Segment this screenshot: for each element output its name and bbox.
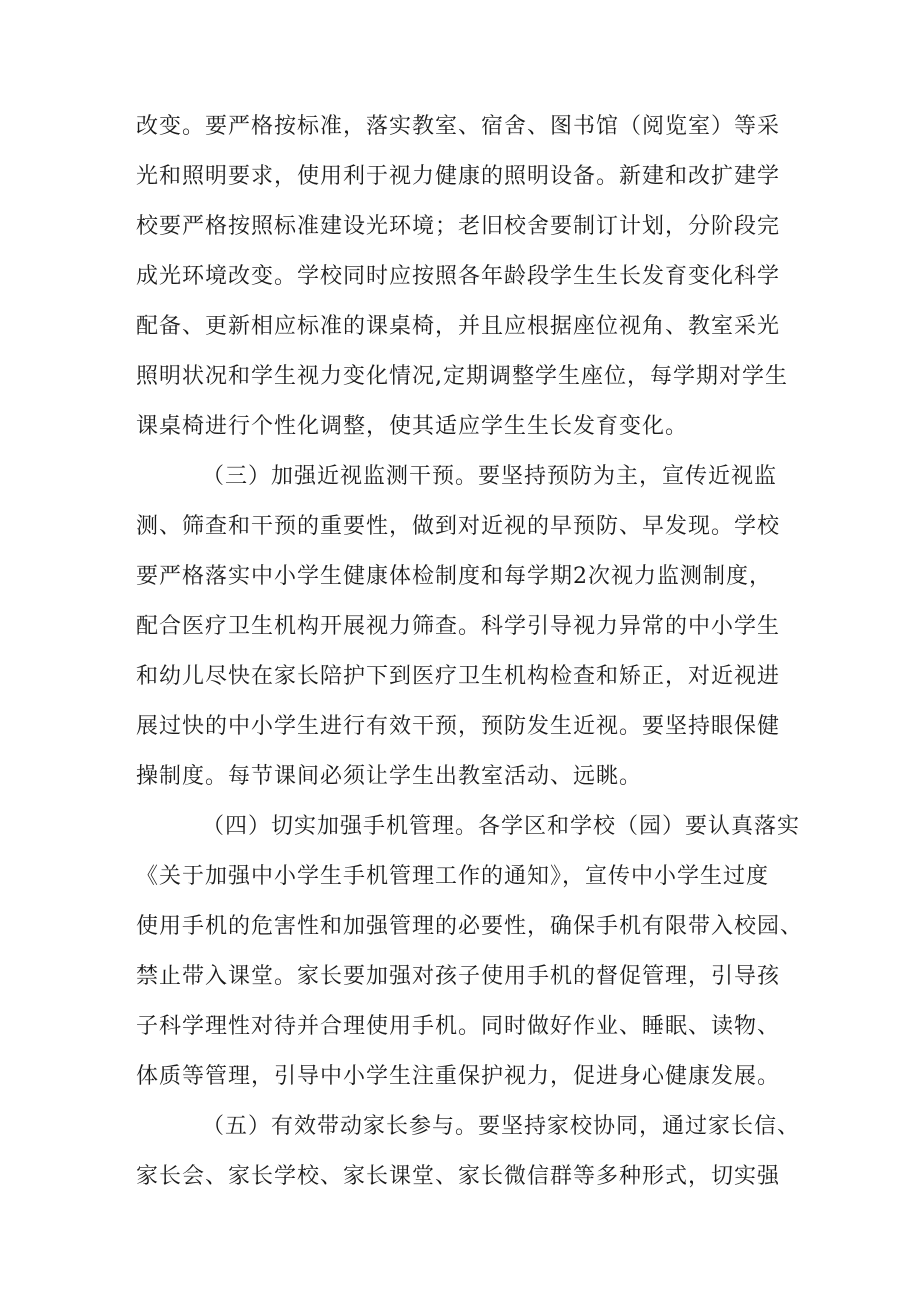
paragraph-line: 操制度。每节课间必须让学生出教室活动、远眺。: [136, 764, 643, 789]
paragraph-line: 体质等管理，引导中小学生注重保护视力，促进身心健康发展。: [136, 1064, 781, 1089]
paragraph-line: 展过快的中小学生进行有效干预，预防发生近视。要坚持眼保健: [136, 714, 781, 739]
paragraph-line: 课桌椅进行个性化调整，使其适应学生生长发育变化。: [136, 414, 689, 439]
paragraph-line: 校要严格按照标准建设光环境；老旧校舍要制订计划，分阶段完: [136, 214, 781, 239]
paragraph-line: 配备、更新相应标准的课桌椅，并且应根据座位视角、教室采光: [136, 314, 781, 339]
paragraph-line: 光和照明要求，使用利于视力健康的照明设备。新建和改扩建学: [136, 164, 781, 189]
section-heading-line: （五）有效带动家长参与。要坚持家校协同，通过家长信、: [202, 1114, 801, 1139]
paragraph-line: 测、筛查和干预的重要性，做到对近视的早预防、早发现。学校: [136, 514, 781, 539]
paragraph-line: 使用手机的危害性和加强管理的必要性，确保手机有限带入校园、: [136, 914, 804, 939]
paragraph-line: 《关于加强中小学生手机管理工作的通知》，宣传中小学生过度: [136, 864, 770, 889]
paragraph-line: 禁止带入课堂。家长要加强对孩子使用手机的督促管理，引导孩: [136, 964, 781, 989]
paragraph-line: 配合医疗卫生机构开展视力筛查。科学引导视力异常的中小学生: [136, 614, 781, 639]
paragraph-line: 要严格落实中小学生健康体检制度和每学期2次视力监测制度，: [136, 564, 772, 589]
section-heading-line: （三）加强近视监测干预。要坚持预防为主，宣传近视监: [202, 464, 778, 489]
section-heading-line: （四）切实加强手机管理。各学区和学校（园）要认真落实: [202, 814, 801, 839]
paragraph-line: 改变。要严格按标准，落实教室、宿舍、图书馆（阅览室）等采: [136, 114, 781, 139]
paragraph-line: 子科学理性对待并合理使用手机。同时做好作业、睡眠、读物、: [136, 1014, 781, 1039]
paragraph-line: 照明状况和学生视力变化情况,定期调整学生座位，每学期对学生: [136, 364, 788, 389]
paragraph-line: 家长会、家长学校、家长课堂、家长微信群等多种形式，切实强: [136, 1164, 781, 1189]
paragraph-line: 成光环境改变。学校同时应按照各年龄段学生生长发育变化科学: [136, 264, 781, 289]
paragraph-line: 和幼儿尽快在家长陪护下到医疗卫生机构检查和矫正，对近视进: [136, 664, 781, 689]
